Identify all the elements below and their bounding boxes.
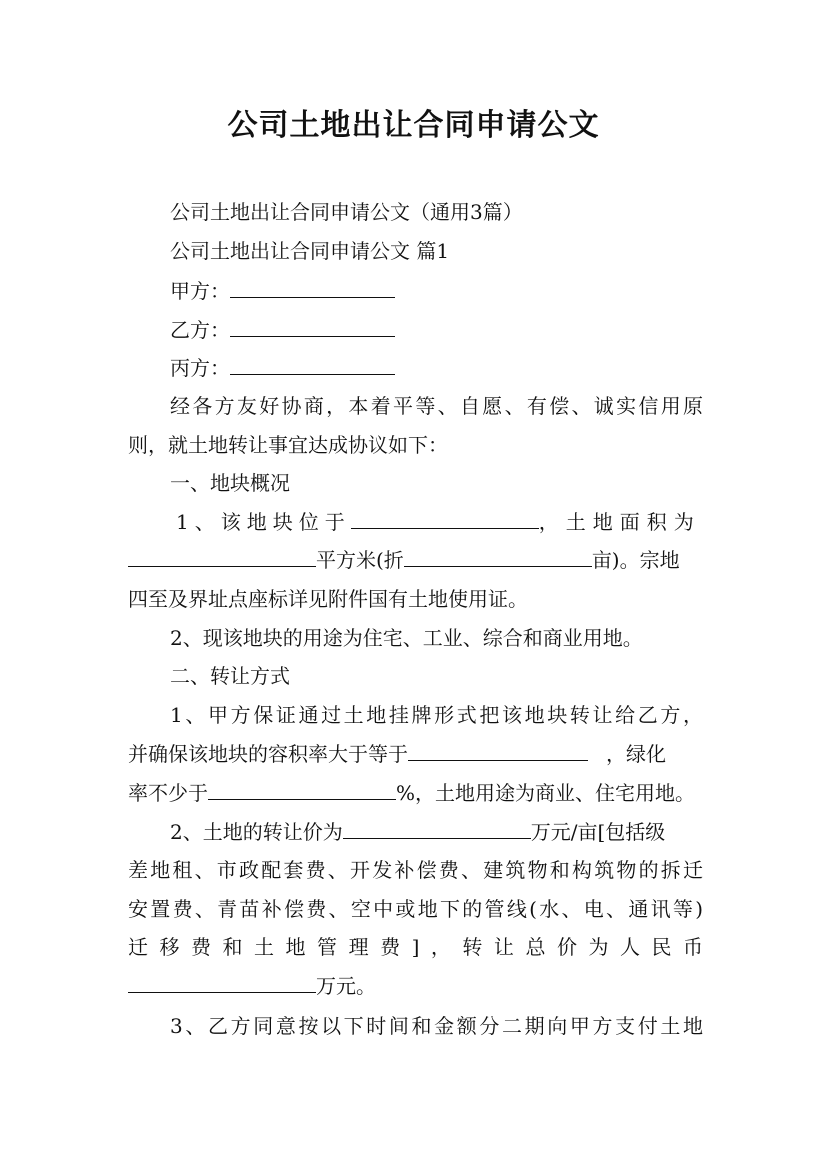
s1-item1-text-a: 1、该地块位于 — [176, 510, 351, 534]
s2-item2-text-f: 万元。 — [316, 974, 376, 998]
s1-item1-line-1 — [176, 510, 703, 534]
party-a-blank — [230, 279, 395, 298]
s2-item2-text-a: 2、土地的转让价为 — [170, 820, 343, 844]
area-sqm-blank — [128, 548, 316, 567]
s1-item2-line: 2、现该地块的用途为住宅、工业、综合和商业用地。 — [170, 626, 643, 650]
part-heading: 公司土地出让合同申请公文 篇1 — [170, 239, 450, 263]
s1-item1-text-d: 亩)。宗地 — [591, 548, 680, 572]
s1-item1-text-c: 平方米(折 — [316, 548, 404, 572]
s2-item1-text-b: 并确保该地块的容积率大于等于 — [128, 742, 408, 766]
s2-item1-line-1: 1、甲方保证通过土地挂牌形式把该地块转让给乙方， — [170, 703, 703, 727]
s2-item2-line-5 — [128, 974, 703, 998]
intro-line-2: 则，就土地转让事宜达成协议如下： — [128, 433, 448, 457]
section-2-heading: 二、转让方式 — [170, 664, 290, 688]
s2-item2-text-b: 万元/亩[包括级 — [530, 820, 666, 844]
party-c-line — [170, 356, 703, 380]
party-c-label: 丙方： — [170, 356, 230, 380]
s2-item2-line-2: 差地租、市政配套费、开发补偿费、建筑物和构筑物的拆迁 — [128, 858, 703, 882]
area-mu-blank — [404, 548, 592, 567]
s2-item2-line-1 — [170, 820, 703, 844]
party-a-label: 甲方： — [170, 279, 230, 303]
section-1-heading: 一、地块概况 — [170, 471, 290, 495]
unit-price-blank — [343, 820, 531, 839]
s1-item1-text-b: ，土地面积为 — [538, 510, 701, 534]
s2-item2-line-4: 迁移费和土地管理费]，转让总价为人民币 — [128, 935, 703, 959]
plot-ratio-blank — [408, 742, 588, 761]
total-price-blank — [128, 974, 316, 993]
document-title: 公司土地出让合同申请公文 — [227, 108, 600, 143]
party-a-line — [170, 279, 703, 303]
green-rate-blank — [208, 781, 396, 800]
s2-item3-line: 3、乙方同意按以下时间和金额分二期向甲方支付土地 — [170, 1014, 703, 1038]
s2-item2-line-3: 安置费、青苗补偿费、空中或地下的管线(水、电、通讯等) — [128, 897, 703, 921]
location-blank — [351, 510, 539, 529]
s1-item1-line-3: 四至及界址点座标详见附件国有土地使用证。 — [128, 587, 528, 611]
party-b-label: 乙方： — [170, 318, 230, 342]
document-subtitle: 公司土地出让合同申请公文（通用3篇） — [170, 200, 523, 224]
s2-item1-line-2 — [128, 742, 703, 766]
party-c-blank — [230, 356, 395, 375]
party-b-line — [170, 318, 703, 342]
s2-item1-text-d: 率不少于 — [128, 781, 208, 805]
s2-item1-text-c: ，绿化 — [606, 742, 666, 766]
s2-item1-line-3 — [128, 781, 703, 805]
intro-line-1: 经各方友好协商，本着平等、自愿、有偿、诚实信用原 — [170, 394, 703, 418]
s1-item1-line-2 — [128, 548, 703, 572]
party-b-blank — [230, 318, 395, 337]
s2-item1-text-e: %，土地用途为商业、住宅用地。 — [396, 781, 696, 805]
